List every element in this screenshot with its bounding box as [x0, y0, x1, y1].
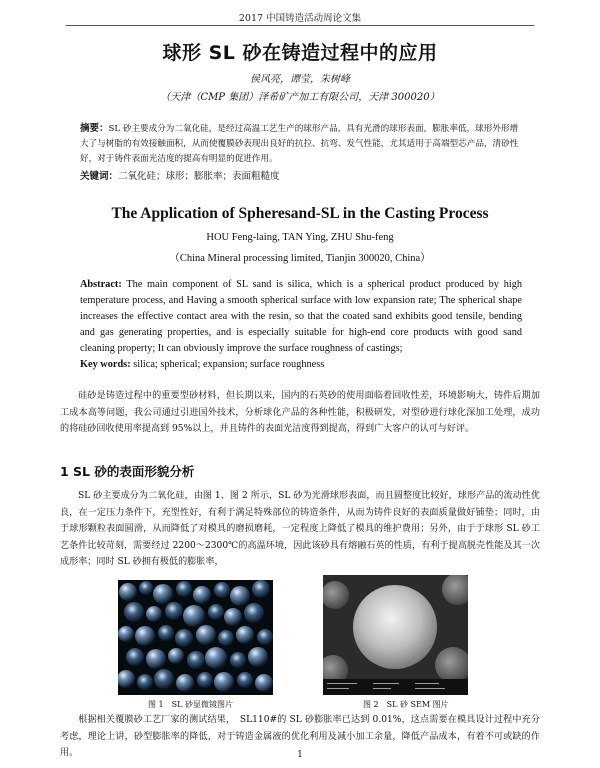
- section-1-paragraph-text: SL 砂主要成分为二氧化硅，由图 1、图 2 所示，SL 砂为光滑球形表面，而且圆整度比较好，球形产品的流动性优良，在一定压力条件下，充型性好，有利于满足特殊部位的铸造条件，从而为铸件良好的表面质量做好铺垫；同时，由于球形颗粒表面圆滑，从而降低了对模具的磨损磨耗，一定程度上降低了模具的维护费用；另外，由于于球形 SL 砂工艺条件比较苛刻，需要经过 2200～2300℃的高温环境，因此该砂具有熔融石英的性质，有利于提高脱壳性能及其一次成形率；同时 SL 砂拥有极低的膨胀率，: [60, 491, 540, 568]
- figure-2-caption: 图 2 SL 砂 SEM 图片: [363, 700, 449, 709]
- abstract-english-text: The main component of SL sand is silica, which is a spherical product produced by high temperature process, and Having a smooth spherical surface with low expansion rate; The spherical shape increases the effective contact area with the resin, so that the coated sand exhibits good tensile, bending and gas generating properties, and is especially suitable for high-end core products with good sand cleaning property; It can obviously improve the surface roughness of castings;: [80, 279, 522, 355]
- keywords-chinese-text: 二氧化硅；球形；膨胀率；表面粗糙度: [118, 171, 280, 182]
- figure-1-microscope-image: [118, 580, 273, 695]
- title-english: The Application of Spheresand-SL in the Casting Process: [111, 205, 489, 222]
- abstract-chinese-label: 摘要：: [80, 123, 109, 134]
- header-rule: [66, 25, 534, 26]
- abstract-chinese-text: SL 砂主要成分为二氧化硅，是经过高温工艺生产的球形产品，具有光滑的球形表面，膨胀率低，球形外形增大了与树脂的有效接触面积，从而使覆膜砂表现出良好的抗拉、抗弯、发气性能，尤其适用于高端型芯产品，清砂性好，对于铸件表面光洁度的提高有明显的促进作用。: [80, 124, 519, 164]
- affiliation-chinese: （天津（CMP 集团）泽希矿产加工有限公司，天津 300020）: [160, 92, 440, 103]
- keywords-english-text: silica; spherical; expansion; surface roughness: [130, 359, 325, 371]
- authors-chinese: 侯风亮，谭莹，朱树峰: [250, 74, 350, 85]
- microscope-sand-grains-image: [118, 580, 273, 695]
- intro-paragraph-text: 硅砂是铸造过程中的重要型砂材料，但长期以来，国内的石英砂的使用面临着回收性差，环境影响大，铸件后期加工成本高等问题，我公司通过引进国外技术，分析球化产品的各种性能，积极研发，对型砂进行球化深加工处理，成功的将硅砂回收使用率提高到 95%以上，并且铸件的表面光洁度得到提高，得到广大客户的认可与好评。: [60, 391, 540, 435]
- keywords-chinese: [80, 168, 522, 182]
- figure-1-caption: 图 1 SL 砂显微镜图片: [148, 700, 233, 709]
- abstract-english: [80, 277, 522, 374]
- section-1-heading: 1 SL 砂的表面形貌分析: [60, 464, 195, 479]
- authors-english: HOU Feng-laing, TAN Ying, ZHU Shu-feng: [206, 232, 394, 243]
- affiliation-english: （China Mineral processing limited, Tianjin 300020, China）: [169, 253, 431, 264]
- abstract-chinese: [80, 121, 522, 167]
- abstract-english-label: Abstract:: [80, 279, 122, 290]
- paragraph-after-figures-text: 根据相关覆膜砂工艺厂家的测试结果， SL110#的 SL 砂膨胀率已达到 0.01%，这点需要在模具设计过程中充分考虑，理论上讲，砂型膨胀率的降低，对于铸造金属液的优化利用及减小加工余量，降低产品成本，有着不可或缺的作用。: [60, 715, 540, 759]
- page-number: 1: [297, 750, 303, 760]
- running-header: 2017 中国铸造活动周论文集: [238, 13, 362, 24]
- title-chinese: 球形 SL 砂在铸造过程中的应用: [162, 42, 438, 64]
- figure-2-sem-image: [323, 575, 468, 695]
- sem-sand-grain-image: [323, 575, 468, 695]
- intro-paragraph: [60, 388, 540, 438]
- section-1-paragraph: [60, 488, 540, 571]
- keywords-english-label: Key words:: [80, 359, 131, 371]
- keywords-chinese-label: 关键词：: [80, 171, 119, 182]
